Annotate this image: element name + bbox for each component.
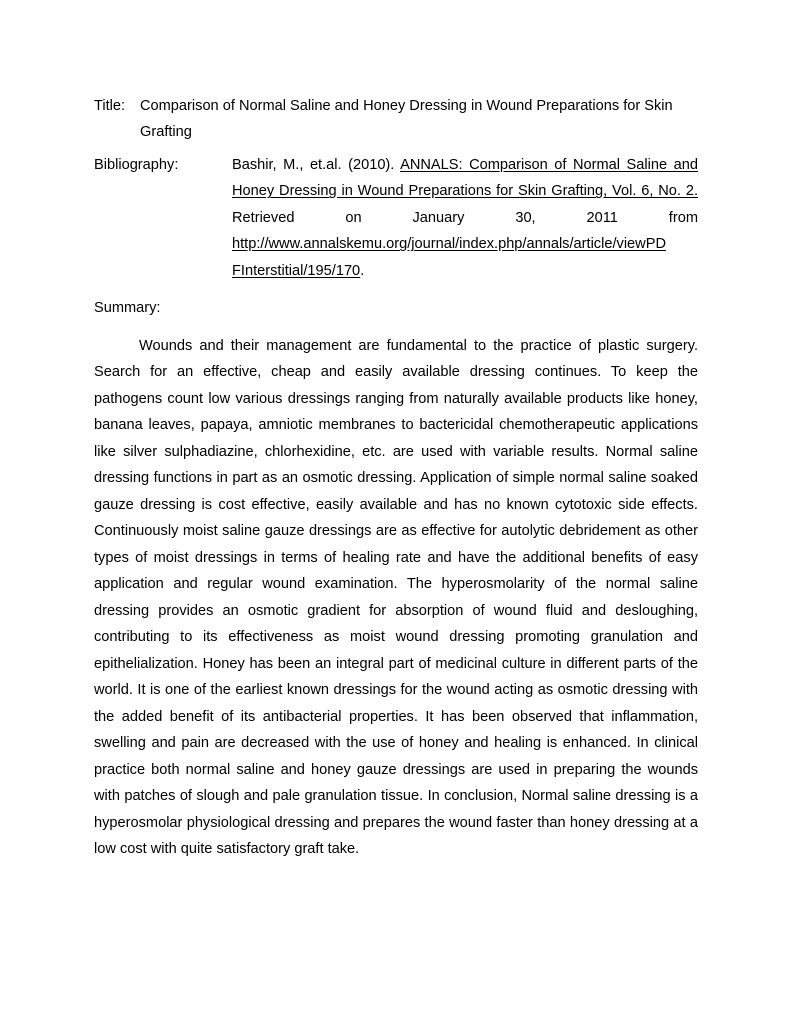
bibliography-url-link-part1[interactable]: http://www.annalskemu.org/journal/index.php/annals/article/viewPD (232, 236, 666, 253)
bibliography-period: . (360, 262, 365, 279)
title-label: Title: (94, 98, 126, 114)
bibliography-text (232, 152, 698, 285)
bibliography-label: Bibliography: (94, 156, 179, 173)
bibliography-url-line-2 (232, 258, 698, 285)
summary-label: Summary: (94, 300, 161, 317)
title-section (94, 93, 698, 146)
bibliography-authors: Bashir, M., et.al. (2010). (232, 156, 395, 173)
bibliography-section (94, 152, 698, 285)
bibliography-citation (232, 152, 698, 232)
summary-body: Wounds and their management are fundamental to the practice of plastic surgery. Search for an effective, cheap and easily available dressing continues. To keep the pathogens count low various dressings ranging from naturally available products like honey, banana leaves, papaya, amniotic membranes to bactericidal chemotherapeutic applications like silver sulphadiazine, chlorhexidine, etc. are used with variable results. Normal saline dressing functions in part as an osmotic dressing. Application of simple normal saline soaked gauze dressing is cost effective, easily available and has no known cytotoxic side effects. Continuously moist saline gauze dressings are as effective for autolytic debridement as other types of moist dressings in terms of healing rate and have the additional benefits of easy application and regular wound examination. The hyperosmolarity of the normal saline dressing provides an osmotic gradient for absorption of wound fluid and desloughing, contributing to its effectiveness as moist wound dressing promoting granulation and epithelialization. Honey has been an integral part of medicinal culture in different parts of the world. It is one of the earliest known dressings for the wound acting as osmotic dressing with the added benefit of its antibacterial properties. It has been observed that inflammation, swelling and pain are decreased with the use of honey and healing is enhanced. In clinical practice both normal saline and honey gauze dressings are used in preparing the wounds with patches of slough and pale granulation tissue. In conclusion, Normal saline dressing is a hyperosmolar physiological dressing and prepares the wound faster than honey dressing at a low cost with quite satisfactory graft take. (94, 337, 698, 858)
bibliography-retrieved: Retrieved on January 30, 2011 from (232, 209, 698, 226)
bibliography-url-line (232, 231, 698, 258)
title-text: Comparison of Normal Saline and Honey Dressing in Wound Preparations for Skin Grafting (140, 98, 673, 141)
document-page (94, 93, 698, 877)
bibliography-url-link-part2[interactable]: FInterstitial/195/170 (232, 262, 361, 279)
bibliography-source-title[interactable]: ANNALS: Comparison of Normal Saline and Honey Dressing in Wound Preparations for Skin Grafting, Vol. 6, No. 2. (232, 156, 698, 200)
